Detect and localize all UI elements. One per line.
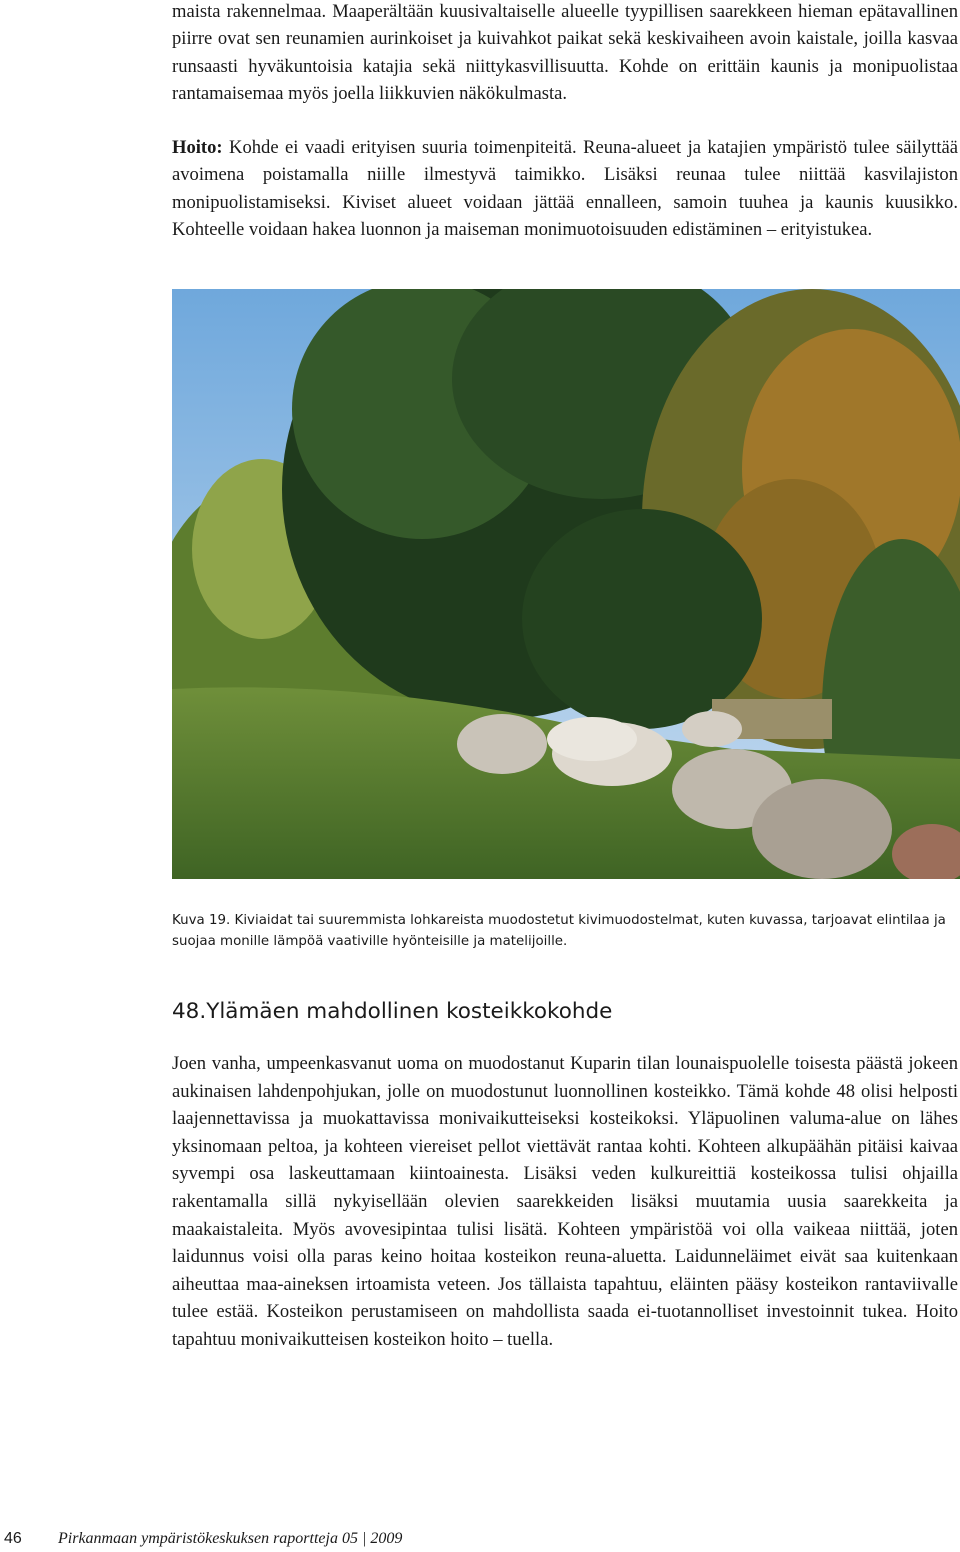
paragraph-kosteikko: [172, 1050, 958, 1354]
boulder: [752, 779, 892, 879]
paragraph-kosteikko-text: Joen vanha, umpeenkasvanut uoma on muodostanut Kuparin tilan lounaispuolelle toisesta päästä jokeen aukinaisen lahdenpohjukan, jolle on muodostunut luonnollinen kosteikko. Tämä kohde 48 olisi helposti laajennettavissa ja muokattavissa monivaikutteiseksi kosteikoksi. Yläpuolinen valuma-alue on lähes yksinomaan peltoa, ja kohteen viereiset pellot viettävät rantaa kohti. Kohteen alkupäähän pitäisi kaivaa syvempi osa laskeuttamaan kiintoainesta. Lisäksi veden kulkureittiä kosteikossa tulisi ohjailla rakentamalla sillä nykyisellään olevien saarekkeiden lisäksi muutamia uusia saarekkeita ja maakaistaleita. Myös avovesipintaa tulisi lisätä. Kohteen ympäristöä voi olla vaikeaa niittää, joten laidunnus voisi olla paras keino hoitaa kosteikon reuna-aluetta. Laidunneläimet eivät saa kuitenkaan aiheuttaa maa-aineksen irtoamista veteen. Jos tällaista tapahtuu, eläinten pääsy kosteikon rantaviivalle tulee estää. Kosteikon perustamiseen on mahdollista saada ei-tuotannolliset investoinnit tukea. Hoito tapahtuu monivaikutteisen kosteikon hoito – tuella.: [172, 1053, 958, 1350]
section-heading: [172, 995, 958, 1029]
photo-illustration: [172, 289, 960, 879]
hoito-label: Hoito:: [172, 137, 223, 158]
paragraph-intro-text: maista rakennelmaa. Maaperältään kuusivaltaiselle alueelle tyypillisen saarekkeen hieman epätavallinen piirre ovat sen reunamien aurinkoiset ja kuivahkot paikat sekä keskivaiheen avoin kaistale, joilla kasvaa runsaasti hyväkuntoisia katajia sekä niittykasvillisuutta. Kohde on erittäin kaunis ja monipuolistaa rantamaisemaa myös joella liikkuvien näkökulmasta.: [172, 1, 958, 105]
boulder: [457, 714, 547, 774]
figure-caption: [172, 910, 958, 952]
paragraph-hoito: [172, 134, 958, 244]
caption-label: Kuva 19.: [172, 913, 231, 928]
hoito-text: Kohde ei vaadi erityisen suuria toimenpiteitä. Reuna-alueet ja katajien ympäristö tulee säilyttää avoimena poistamalla niille ilmestyvä taimikko. Lisäksi reunaa tulee niittää kasvilajiston monipuolistamiseksi. Kiviset alueet voidaan jättää ennalleen, samoin tuuhea ja kaunis kuusikko. Kohteelle voidaan hakea luonnon ja maiseman monimuotoisuuden edistäminen – erityistukea.: [172, 137, 958, 241]
publication-title: Pirkanmaan ympäristökeskuksen raportteja 05 | 2009: [58, 1530, 403, 1547]
page-footer: [0, 1526, 960, 1552]
caption-text: Kiviaidat tai suuremmista lohkareista muodostetut kivimuodostelmat, kuten kuvassa, tarjoavat elintilaa ja suojaa monille lämpöä vaativille hyönteisille ja matelijoille.: [172, 913, 946, 949]
page-number: 46: [4, 1530, 22, 1547]
photo-stone-formation: [172, 289, 960, 879]
paragraph-intro: [172, 0, 958, 108]
section-number: 48.: [172, 999, 207, 1024]
section-title: Ylämäen mahdollinen kosteikkokohde: [206, 999, 613, 1024]
